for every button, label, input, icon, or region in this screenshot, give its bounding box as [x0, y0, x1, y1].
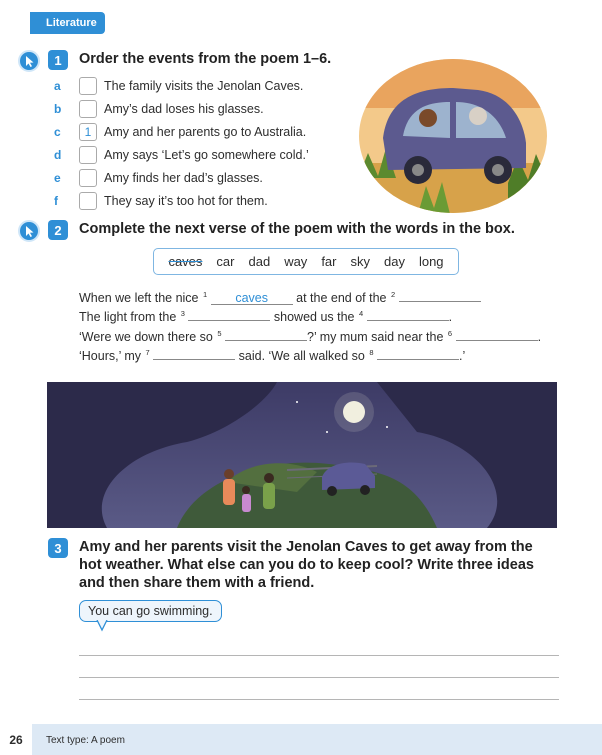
poem-text: ?’ my mum said near the: [307, 330, 444, 344]
gap-number: 6: [447, 328, 453, 338]
word: car: [216, 254, 235, 269]
poem-text: showed us the: [273, 310, 355, 324]
exercise-title: [79, 538, 534, 592]
word: long: [418, 254, 444, 269]
gap-blank[interactable]: [153, 347, 235, 360]
gap-number: 8: [369, 347, 374, 357]
event-letter: e: [54, 171, 61, 185]
title-line: hot weather. What else can you do to keep cool? Write three ideas: [79, 557, 534, 573]
title-line: Amy and her parents visit the Jenolan Caves to get away from the: [79, 539, 533, 555]
poem-text: .: [448, 310, 453, 324]
event-letter: d: [54, 148, 62, 162]
event-text: Amy says ‘Let’s go somewhere cold.’: [104, 148, 309, 162]
event-row: [54, 122, 306, 142]
gap-answer[interactable]: caves: [211, 291, 293, 305]
event-text: The family visits the Jenolan Caves.: [104, 79, 304, 93]
answer-box[interactable]: [79, 169, 97, 187]
poem-text: ‘Hours,’ my: [79, 349, 142, 363]
poem-line: [79, 289, 481, 305]
word-box: [153, 248, 459, 275]
answer-box[interactable]: [79, 146, 97, 164]
word: dad: [248, 254, 271, 269]
event-letter: b: [54, 102, 62, 116]
gap-number: 5: [217, 328, 222, 338]
event-letter: f: [54, 194, 58, 208]
gap-blank[interactable]: [188, 308, 270, 321]
exercise-title: Complete the next verse of the poem with the words in the box.: [79, 221, 515, 237]
gap-number: 4: [358, 308, 364, 318]
gap-number: 3: [180, 308, 185, 318]
poem-text: The light from the: [79, 310, 177, 324]
poem-text: .’: [459, 349, 466, 363]
gap-blank[interactable]: [367, 308, 449, 321]
section-tag: Literature: [30, 12, 105, 34]
poem-text: .: [537, 330, 542, 344]
gap-number: 7: [145, 347, 150, 357]
cursor-icon: [18, 220, 40, 242]
event-text: Amy’s dad loses his glasses.: [104, 102, 264, 116]
exercise-number: 2: [48, 220, 68, 240]
word: day: [383, 254, 405, 269]
poem-line: [79, 347, 465, 363]
writing-line[interactable]: [79, 677, 559, 678]
example-speech-bubble: You can go swimming.: [79, 600, 222, 622]
poem-line: [79, 328, 541, 344]
gap-blank[interactable]: [399, 289, 481, 302]
gap-blank[interactable]: [377, 347, 459, 360]
poem-line: [79, 308, 452, 324]
event-row: [54, 76, 303, 96]
cave-illustration: [47, 382, 557, 528]
answer-box[interactable]: [79, 100, 97, 118]
word-used: caves: [168, 254, 203, 269]
event-row: [54, 145, 309, 165]
writing-line[interactable]: [79, 699, 559, 700]
answer-box[interactable]: [79, 77, 97, 95]
event-letter: c: [54, 125, 61, 139]
poem-text: at the end of the: [296, 291, 387, 305]
word: way: [284, 254, 308, 269]
event-text: Amy finds her dad’s glasses.: [104, 171, 263, 185]
page-number: 26: [0, 724, 32, 755]
cursor-icon: [18, 50, 40, 72]
event-text: They say it’s too hot for them.: [104, 194, 268, 208]
exercise-number: 1: [48, 50, 68, 70]
word: sky: [350, 254, 370, 269]
car-illustration: [358, 58, 548, 214]
poem-text: said. ‘We all walked so: [238, 349, 365, 363]
answer-box[interactable]: 1: [79, 123, 97, 141]
poem-text: When we left the nice: [79, 291, 199, 305]
gap-blank[interactable]: [225, 328, 307, 341]
event-text: Amy and her parents go to Australia.: [104, 125, 307, 139]
event-row: [54, 191, 268, 211]
gap-blank[interactable]: [456, 328, 538, 341]
event-row: [54, 99, 264, 119]
exercise-title: Order the events from the poem 1–6.: [79, 51, 332, 67]
answer-box[interactable]: [79, 192, 97, 210]
footer-text: Text type: A poem: [46, 735, 125, 746]
event-letter: a: [54, 79, 61, 93]
gap-number: 2: [390, 289, 396, 299]
writing-line[interactable]: [79, 655, 559, 656]
speech-tail-icon: [96, 620, 110, 632]
gap-number: 1: [203, 289, 208, 299]
title-line: and then share them with a friend.: [79, 575, 315, 591]
exercise-number: 3: [48, 538, 68, 558]
poem-text: ‘Were we down there so: [79, 330, 213, 344]
word: far: [321, 254, 337, 269]
event-row: [54, 168, 263, 188]
